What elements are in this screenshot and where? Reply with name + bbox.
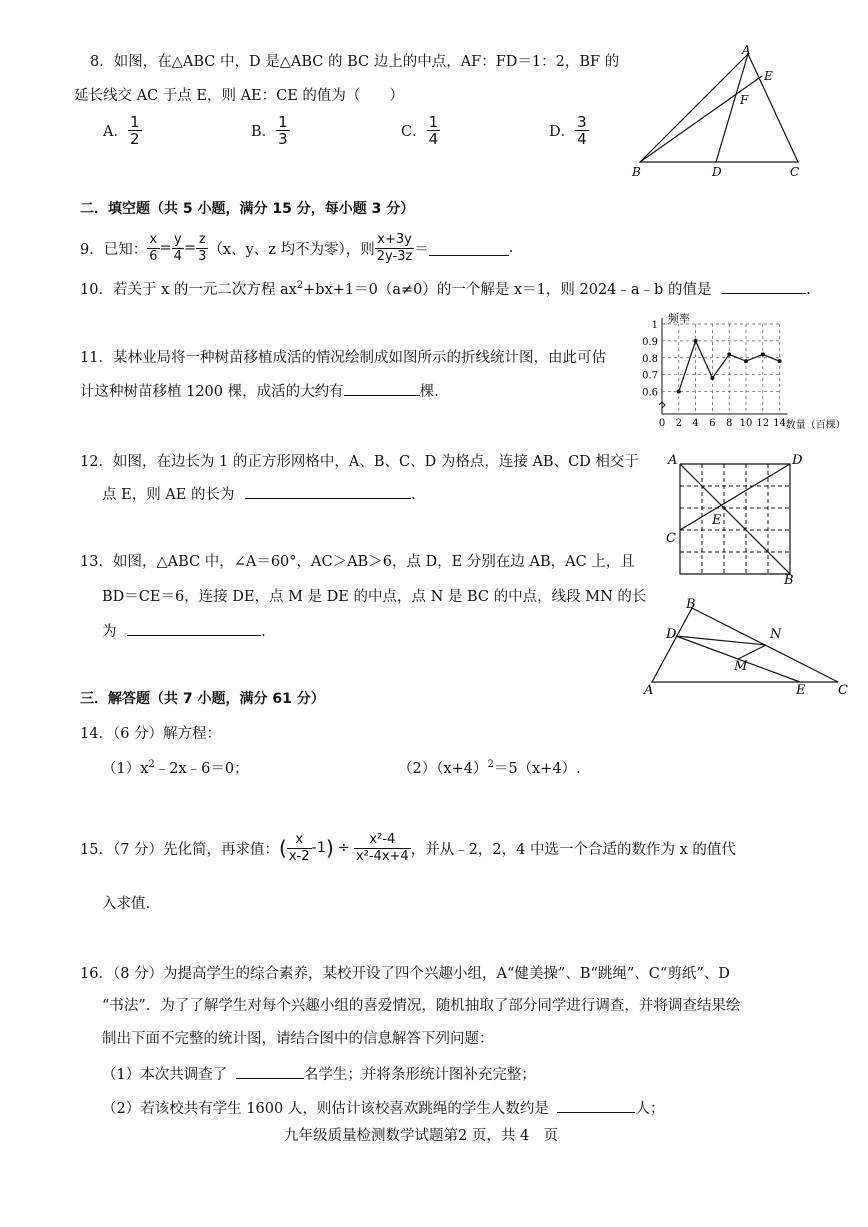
segment-be bbox=[640, 76, 762, 162]
x-tick-label: 6 bbox=[709, 418, 716, 429]
y-tick-label: 1 bbox=[651, 320, 658, 331]
q15 bbox=[80, 826, 736, 870]
data-point bbox=[744, 359, 748, 363]
q15-line2: 入求值. bbox=[102, 896, 151, 912]
q9-frac-y4: $\frac{y}{4}$ bbox=[173, 231, 182, 264]
label-e: E bbox=[796, 683, 806, 698]
q16-line3: 制出下面不完整的统计图，请结合图中的信息解答下列问题： bbox=[102, 1031, 494, 1047]
q8-line1: 8．如图，在△ABC 中，D 是△ABC 的 BC 边上的中点，AF：FD＝1：2，BF 的 bbox=[90, 54, 620, 70]
x-tick-label: 8 bbox=[726, 418, 733, 429]
q11-line-chart bbox=[636, 310, 858, 434]
q12-line2a: 点 E，则 AE 的长为 bbox=[102, 487, 235, 503]
q10 bbox=[80, 278, 811, 299]
label-b: B bbox=[686, 597, 696, 612]
q9-eq2: = bbox=[183, 240, 197, 256]
q9 bbox=[80, 228, 513, 268]
q11-line1: 11．某林业局将一种树苗移植成活的情况绘制成如图所示的折线统计图，由此可估 bbox=[80, 350, 606, 366]
q8-line2: 延长线交 AC 于点 E，则 AE：CE 的值为（ ） bbox=[74, 88, 404, 104]
x-tick-label: 0 bbox=[658, 418, 666, 429]
label-b: B bbox=[784, 573, 794, 586]
q16-p2-answer-blank[interactable] bbox=[557, 1098, 635, 1113]
q8-option-label: C． bbox=[401, 124, 427, 140]
q10-sup: 2 bbox=[296, 280, 304, 292]
label-e: E bbox=[712, 513, 722, 528]
q14-p1sup: 2 bbox=[148, 759, 155, 771]
q13-triangle-figure bbox=[640, 594, 852, 698]
q15-lparen: ( bbox=[279, 836, 287, 860]
q8-option-fraction: $\frac{1}{4}$ bbox=[428, 113, 439, 148]
label-d: D bbox=[792, 453, 803, 468]
q13-answer-blank[interactable] bbox=[127, 621, 261, 636]
q16-part1 bbox=[102, 1063, 536, 1084]
q14-p2a: （2）（x+4） bbox=[398, 761, 488, 777]
label-a: A bbox=[742, 43, 751, 57]
q8-options bbox=[103, 114, 623, 154]
data-point bbox=[710, 376, 714, 380]
y-axis-label: 频率 bbox=[668, 312, 690, 325]
q8-option-c[interactable] bbox=[401, 114, 440, 147]
q14-p2sup: 2 bbox=[487, 759, 494, 771]
q14-p1b: ﹣2x﹣6＝0； bbox=[154, 761, 249, 777]
q13-line3 bbox=[102, 620, 266, 641]
q9-suffix: ＝ bbox=[414, 241, 429, 258]
q15-frac-b: $\frac{\text{x²-4}}{\text{x²-4x+4}}$ bbox=[355, 831, 409, 864]
segment-ab bbox=[680, 464, 790, 574]
q9-frac-z3: $\frac{z}{3}$ bbox=[198, 231, 207, 264]
q11-line2b: 棵. bbox=[419, 384, 439, 400]
q15-div: ÷ bbox=[337, 840, 350, 856]
q9-frac-x6: $\frac{x}{6}$ bbox=[149, 231, 158, 264]
q8-option-b[interactable] bbox=[251, 114, 290, 147]
q13-end: . bbox=[261, 624, 266, 640]
section2-heading: 二．填空题（共 5 小题，满分 15 分，每小题 3 分） bbox=[80, 201, 415, 217]
label-d: D bbox=[712, 165, 722, 179]
x-axis-label: 数量（百棵） bbox=[785, 420, 846, 431]
q12-end: . bbox=[411, 487, 416, 503]
q14-line1: 14．（6 分）解方程： bbox=[80, 726, 222, 742]
q15-minus1: -1 bbox=[311, 840, 326, 856]
q14-p1a: （1）x bbox=[102, 761, 149, 777]
q8-option-label: D． bbox=[549, 124, 576, 140]
q13-line3a: 为 bbox=[102, 624, 117, 640]
q8-option-label: B． bbox=[251, 124, 277, 140]
q8-triangle-figure bbox=[628, 42, 808, 182]
segment-cd bbox=[680, 464, 790, 530]
label-c: C bbox=[838, 683, 848, 698]
q12-line1: 12．如图，在边长为 1 的正方形网格中，A、B、C、D 为格点，连接 AB、CD 相交于 bbox=[80, 454, 639, 470]
q14-p2b: ＝5（x+4）. bbox=[493, 761, 581, 777]
label-a: A bbox=[644, 683, 654, 698]
q9-eq1: = bbox=[159, 240, 172, 256]
y-tick-label: 0.7 bbox=[642, 370, 658, 382]
label-e: E bbox=[764, 69, 773, 83]
y-tick-label: 0.6 bbox=[642, 387, 658, 399]
page-footer: 九年级质量检测数学试题第2 页，共 4 页 bbox=[284, 1128, 559, 1144]
q10-text1: 10．若关于 x 的一元二次方程 ax bbox=[80, 282, 297, 298]
y-tick-label: 0.9 bbox=[642, 336, 658, 348]
q13-line2: BD＝CE＝6，连接 DE，点 M 是 DE 的中点，点 N 是 BC 的中点，线段 MN 的长 bbox=[102, 589, 647, 605]
q12-answer-blank[interactable] bbox=[245, 484, 411, 499]
x-tick-label: 4 bbox=[692, 418, 699, 429]
segment-mn bbox=[738, 645, 766, 659]
data-point bbox=[761, 352, 765, 356]
label-f: F bbox=[740, 93, 749, 107]
q16-part2 bbox=[102, 1097, 664, 1118]
x-tick-label: 2 bbox=[675, 418, 682, 429]
q13-line1: 13．如图，△ABC 中，∠A＝60°，AC＞AB＞6，点 D，E 分别在边 AB，AC 上，且 bbox=[80, 554, 635, 570]
q11-answer-blank[interactable] bbox=[344, 381, 420, 396]
q12-line2 bbox=[102, 483, 416, 504]
q16-line1: 16．（8 分）为提高学生的综合素养，某校开设了四个兴趣小组，A“健美操”、B“跳绳”、C“剪纸”、D bbox=[80, 966, 730, 982]
q15-prefix: 15．（7 分）先化简，再求值： bbox=[80, 841, 280, 858]
q9-middle: （x、y、z 均不为零），则 bbox=[208, 241, 375, 258]
q8-option-d[interactable] bbox=[549, 114, 589, 147]
q9-frac-expr: $\frac{x+3y}{2y-3z}$ bbox=[376, 231, 413, 264]
x-tick-label: 14 bbox=[773, 418, 786, 429]
q8-option-a[interactable] bbox=[103, 114, 142, 147]
q14-part2 bbox=[398, 757, 581, 778]
q11-line2 bbox=[80, 380, 439, 401]
q14-part1 bbox=[102, 757, 249, 778]
q15-suffix: ，并从﹣2，2，4 中选一个合适的数作为 x 的值代 bbox=[410, 841, 736, 858]
data-point bbox=[778, 359, 782, 363]
q8-option-label: A． bbox=[103, 124, 128, 140]
y-tick-label: 0.8 bbox=[642, 353, 658, 365]
label-m: M bbox=[734, 659, 748, 674]
q16-p1a: （1）本次共调查了 bbox=[102, 1067, 228, 1083]
q9-end: . bbox=[508, 240, 514, 256]
q8-option-fraction: $\frac{3}{4}$ bbox=[577, 113, 587, 148]
q12-grid-figure bbox=[664, 450, 814, 586]
q10-text2: +bx+1＝0（a≠0）的一个解是 x＝1，则 2024﹣a﹣b 的值是 bbox=[303, 282, 712, 298]
label-a: A bbox=[668, 453, 678, 468]
q16-p2b: 人； bbox=[635, 1101, 665, 1117]
data-point bbox=[694, 339, 698, 343]
label-n: N bbox=[770, 627, 782, 642]
data-point bbox=[677, 390, 681, 394]
q8-option-fraction: $\frac{1}{3}$ bbox=[278, 113, 288, 148]
section3-heading: 三．解答题（共 7 小题，满分 61 分） bbox=[80, 691, 325, 707]
q10-answer-blank[interactable] bbox=[722, 279, 806, 294]
label-c: C bbox=[666, 531, 676, 546]
q16-p2a: （2）若该校共有学生 1600 人，则估计该校喜欢跳绳的学生人数约是 bbox=[102, 1101, 549, 1117]
q8-option-fraction: $\frac{1}{2}$ bbox=[129, 113, 140, 148]
x-tick-label: 10 bbox=[739, 418, 753, 429]
x-tick-label: 12 bbox=[756, 418, 770, 429]
q9-answer-blank[interactable] bbox=[429, 241, 509, 256]
q16-p1b: 名学生；并将条形统计图补充完整； bbox=[303, 1067, 536, 1083]
q16-line2: “书法”．为了了解学生对每个兴趣小组的喜爱情况，随机抽取了部分同学进行调查，并将调查结果绘 bbox=[102, 998, 741, 1014]
label-c: C bbox=[790, 165, 800, 179]
q15-rparen: ) bbox=[325, 836, 334, 860]
q15-frac-a: $\frac{x}{x-2}$ bbox=[288, 831, 310, 864]
label-b: B bbox=[632, 165, 641, 179]
q9-prefix: 9．已知： bbox=[80, 241, 148, 258]
data-point bbox=[727, 352, 731, 356]
q10-end: . bbox=[806, 282, 811, 298]
q16-p1-answer-blank[interactable] bbox=[236, 1064, 304, 1079]
label-d: D bbox=[666, 627, 677, 642]
q11-line2a: 计这种树苗移植 1200 棵，成活的大约有 bbox=[80, 384, 344, 400]
